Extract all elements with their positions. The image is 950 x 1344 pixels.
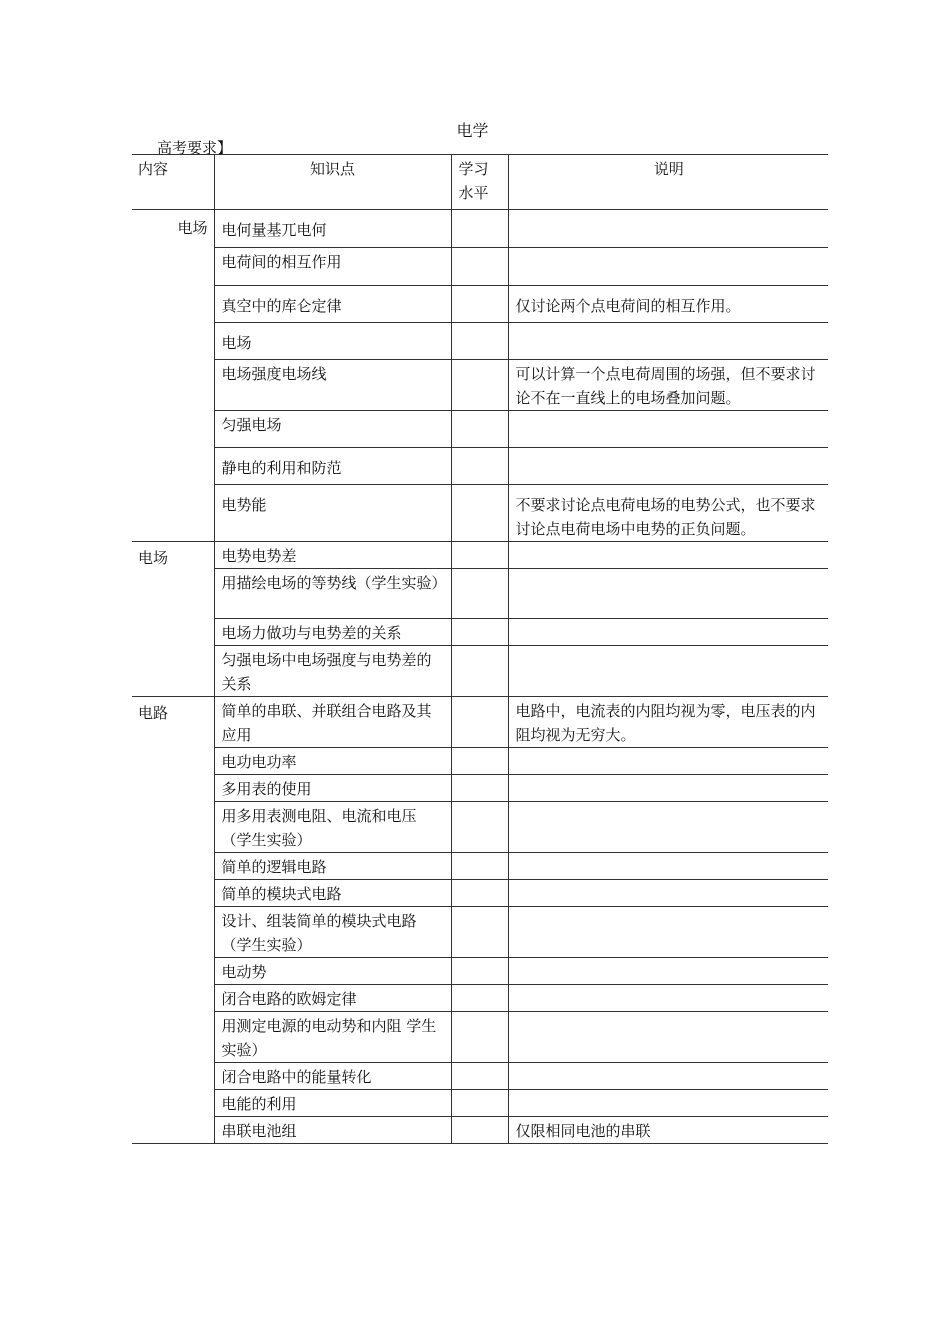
knowledge-cell: 静电的利用和防范	[214, 448, 451, 485]
table-row	[132, 360, 828, 411]
note-cell	[508, 569, 828, 619]
note-cell	[508, 853, 828, 880]
level-cell	[451, 1012, 508, 1063]
knowledge-cell: 电何量基兀电何	[214, 210, 451, 248]
note-cell	[508, 907, 828, 958]
table-row	[132, 323, 828, 360]
requirements-table	[132, 154, 828, 1144]
level-cell	[451, 748, 508, 775]
note-cell	[508, 646, 828, 697]
table-row	[132, 248, 828, 286]
note-cell: 仅讨论两个点电荷间的相互作用。	[508, 286, 828, 323]
knowledge-cell: 电功电功率	[214, 748, 451, 775]
knowledge-cell: 电场	[214, 323, 451, 360]
table-row	[132, 880, 828, 907]
level-cell	[451, 1063, 508, 1090]
level-cell	[451, 542, 508, 569]
note-cell	[508, 985, 828, 1012]
header-content: 内容	[132, 155, 214, 210]
level-cell	[451, 411, 508, 448]
table-row	[132, 1090, 828, 1117]
note-cell	[508, 1090, 828, 1117]
level-cell	[451, 286, 508, 323]
knowledge-cell: 匀强电场中电场强度与电势差的关系	[214, 646, 451, 697]
note-cell	[508, 775, 828, 802]
table-row	[132, 646, 828, 697]
level-cell	[451, 569, 508, 619]
level-cell	[451, 1117, 508, 1144]
knowledge-cell: 用多用表测电阻、电流和电压（学生实验）	[214, 802, 451, 853]
knowledge-cell: 简单的串联、并联组合电路及其应用	[214, 697, 451, 748]
table-header-row	[132, 155, 828, 210]
knowledge-cell: 电动势	[214, 958, 451, 985]
knowledge-cell: 电势电势差	[214, 542, 451, 569]
note-cell	[508, 748, 828, 775]
table-row	[132, 1117, 828, 1144]
section-subtitle: 高考要求】	[157, 139, 233, 157]
note-cell	[508, 1063, 828, 1090]
table-row	[132, 1012, 828, 1063]
table-row	[132, 448, 828, 485]
note-cell: 电路中，电流表的内阻均视为零，电压表的内阻均视为无穷大。	[508, 697, 828, 748]
level-cell	[451, 775, 508, 802]
table-row	[132, 802, 828, 853]
table-row	[132, 748, 828, 775]
note-cell	[508, 411, 828, 448]
table-row	[132, 985, 828, 1012]
level-cell	[451, 697, 508, 748]
section-label: 电场	[132, 542, 214, 697]
knowledge-cell: 闭合电路中的能量转化	[214, 1063, 451, 1090]
knowledge-cell: 简单的逻辑电路	[214, 853, 451, 880]
note-cell	[508, 323, 828, 360]
table-row	[132, 1063, 828, 1090]
level-cell	[451, 985, 508, 1012]
table-row	[132, 210, 828, 248]
knowledge-cell: 设计、组装简单的模块式电路（学生实验）	[214, 907, 451, 958]
note-cell	[508, 880, 828, 907]
knowledge-cell: 电势能	[214, 485, 451, 542]
note-cell	[508, 248, 828, 286]
note-cell	[508, 1012, 828, 1063]
table-row	[132, 542, 828, 569]
note-cell	[508, 448, 828, 485]
knowledge-cell: 串联电池组	[214, 1117, 451, 1144]
table-row	[132, 907, 828, 958]
table-row	[132, 775, 828, 802]
page-title: 电学	[456, 121, 489, 140]
level-cell	[451, 323, 508, 360]
level-cell	[451, 907, 508, 958]
note-cell	[508, 619, 828, 646]
knowledge-cell: 闭合电路的欧姆定律	[214, 985, 451, 1012]
requirements-table-wrapper	[132, 154, 828, 1144]
note-cell	[508, 958, 828, 985]
level-cell	[451, 248, 508, 286]
level-cell	[451, 802, 508, 853]
header-note: 说明	[508, 155, 828, 210]
note-cell	[508, 210, 828, 248]
level-cell	[451, 646, 508, 697]
note-cell: 仅限相同电池的串联	[508, 1117, 828, 1144]
knowledge-cell: 电能的利用	[214, 1090, 451, 1117]
section-label: 电路	[132, 697, 214, 1144]
table-row	[132, 411, 828, 448]
knowledge-cell: 用测定电源的电动势和内阻 学生实验）	[214, 1012, 451, 1063]
level-cell	[451, 880, 508, 907]
knowledge-cell: 多用表的使用	[214, 775, 451, 802]
header-level: 学习水平	[451, 155, 508, 210]
table-row	[132, 853, 828, 880]
table-row	[132, 697, 828, 748]
knowledge-cell: 用描绘电场的等势线（学生实验）	[214, 569, 451, 619]
level-cell	[451, 360, 508, 411]
knowledge-cell: 匀强电场	[214, 411, 451, 448]
level-cell	[451, 448, 508, 485]
section-label: 电场	[132, 210, 214, 542]
table-row	[132, 485, 828, 542]
knowledge-cell: 简单的模块式电路	[214, 880, 451, 907]
table-row	[132, 569, 828, 619]
level-cell	[451, 485, 508, 542]
level-cell	[451, 853, 508, 880]
knowledge-cell: 电场力做功与电势差的关系	[214, 619, 451, 646]
note-cell: 不要求讨论点电荷电场的电势公式，也不要求讨论点电荷电场中电势的正负问题。	[508, 485, 828, 542]
level-cell	[451, 619, 508, 646]
level-cell	[451, 1090, 508, 1117]
knowledge-cell: 真空中的库仑定律	[214, 286, 451, 323]
knowledge-cell: 电场强度电场线	[214, 360, 451, 411]
header-knowledge: 知识点	[214, 155, 451, 210]
note-cell	[508, 802, 828, 853]
level-cell	[451, 210, 508, 248]
note-cell	[508, 542, 828, 569]
table-row	[132, 286, 828, 323]
table-row	[132, 619, 828, 646]
note-cell: 可以计算一个点电荷周围的场强，但不要求讨论不在一直线上的电场叠加问题。	[508, 360, 828, 411]
level-cell	[451, 958, 508, 985]
knowledge-cell: 电荷间的相互作用	[214, 248, 451, 286]
table-row	[132, 958, 828, 985]
